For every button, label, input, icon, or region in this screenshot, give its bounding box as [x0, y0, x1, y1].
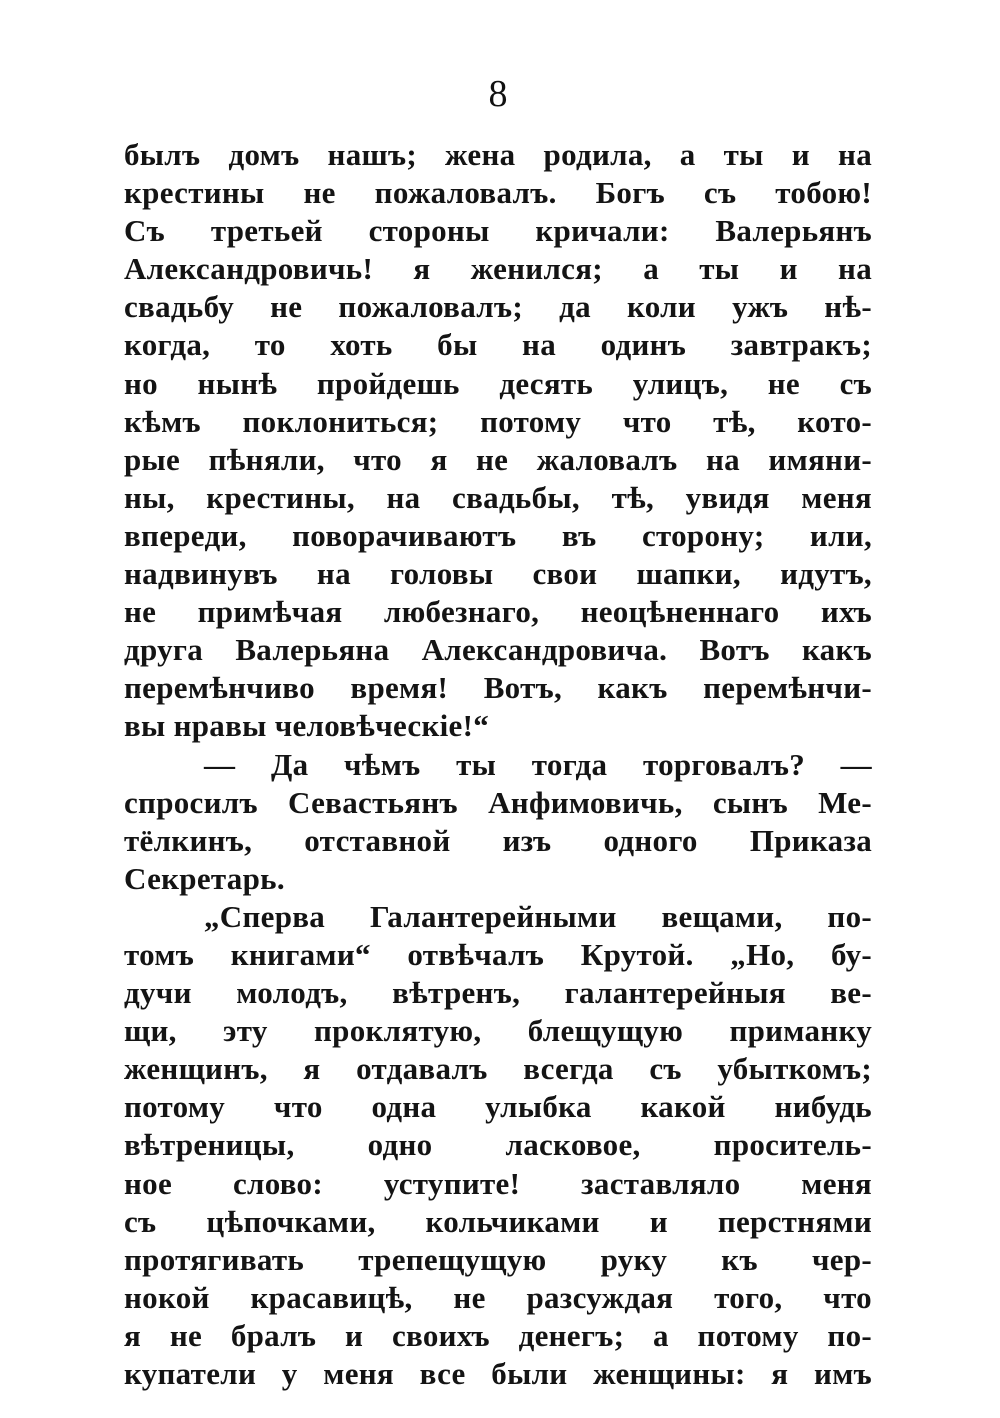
text-line: былъ домъ нашъ; жена родила, а ты и на — [124, 137, 872, 172]
text-line: впереди, поворачиваютъ въ сторону; или, — [124, 517, 872, 553]
text-line: щи, эту проклятую, блещущую приманку — [124, 1013, 872, 1049]
text-line: я не бралъ и своихъ денегъ; а потому по- — [124, 1317, 872, 1353]
text-line: женщинъ, я отдавалъ всегда съ убыткомъ; — [124, 1051, 872, 1087]
text-line: Съ третьей стороны кричали: Валерьянъ — [124, 213, 872, 249]
text-line: рые пѣняли, что я не жаловалъ на имяни- — [124, 441, 872, 477]
text-line: Секретарь. — [124, 860, 285, 896]
text-line: „Сперва Галантерейными вещами, по- — [204, 898, 872, 934]
text-line: перемѣнчиво время! Вотъ, какъ перемѣнчи- — [124, 670, 872, 706]
text-line: когда, то хоть бы на одинъ завтракъ; — [124, 327, 872, 363]
text-line: свадьбу не пожаловалъ; да коли ужъ нѣ- — [124, 289, 872, 325]
text-line: — Да чѣмъ ты тогда торговалъ? — — [204, 746, 872, 782]
text-line: вы нравы человѣческіе!“ — [124, 708, 490, 744]
text-line: друга Валерьяна Александровича. Вотъ какъ — [124, 632, 872, 668]
text-line: протягивать трепещущую руку къ чер- — [124, 1241, 872, 1277]
book-page-text — [124, 136, 872, 1393]
text-line: купатели у меня все были женщины: я имъ — [124, 1356, 872, 1391]
text-line: томъ книгами“ отвѣчалъ Крутой. „Но, бу- — [124, 936, 872, 972]
text-line: вѣтреницы, одно ласковое, проситель- — [124, 1127, 872, 1163]
text-line: спросилъ Севастьянъ Анфимовичь, сынъ Ме- — [124, 784, 872, 820]
text-line: съ цѣпочками, кольчиками и перстнями — [124, 1203, 872, 1239]
text-line: нокой красавицѣ, не разсуждая того, что — [124, 1279, 872, 1315]
text-line: надвинувъ на головы свои шапки, идутъ, — [124, 556, 872, 592]
text-line: не примѣчая любезнаго, неоцѣненнаго ихъ — [124, 594, 872, 630]
text-line: ное слово: уступите! заставляло меня — [124, 1165, 872, 1201]
page-number: 8 — [488, 73, 508, 115]
text-line: ны, крестины, на свадьбы, тѣ, увидя меня — [124, 479, 872, 515]
text-line: но нынѣ пройдешь десять улицъ, не съ — [124, 365, 872, 401]
text-line: потому что одна улыбка какой нибудь — [124, 1089, 872, 1125]
text-line: дучи молодъ, вѣтренъ, галантерейныя ве- — [124, 975, 872, 1011]
text-line: тёлкинъ, отставной изъ одного Приказа — [124, 822, 872, 858]
text-line: крестины не пожаловалъ. Богъ съ тобою! — [124, 175, 872, 211]
text-line: кѣмъ поклониться; потому что тѣ, кото- — [124, 403, 872, 439]
text-line: Александровичь! я женился; а ты и на — [124, 251, 872, 287]
